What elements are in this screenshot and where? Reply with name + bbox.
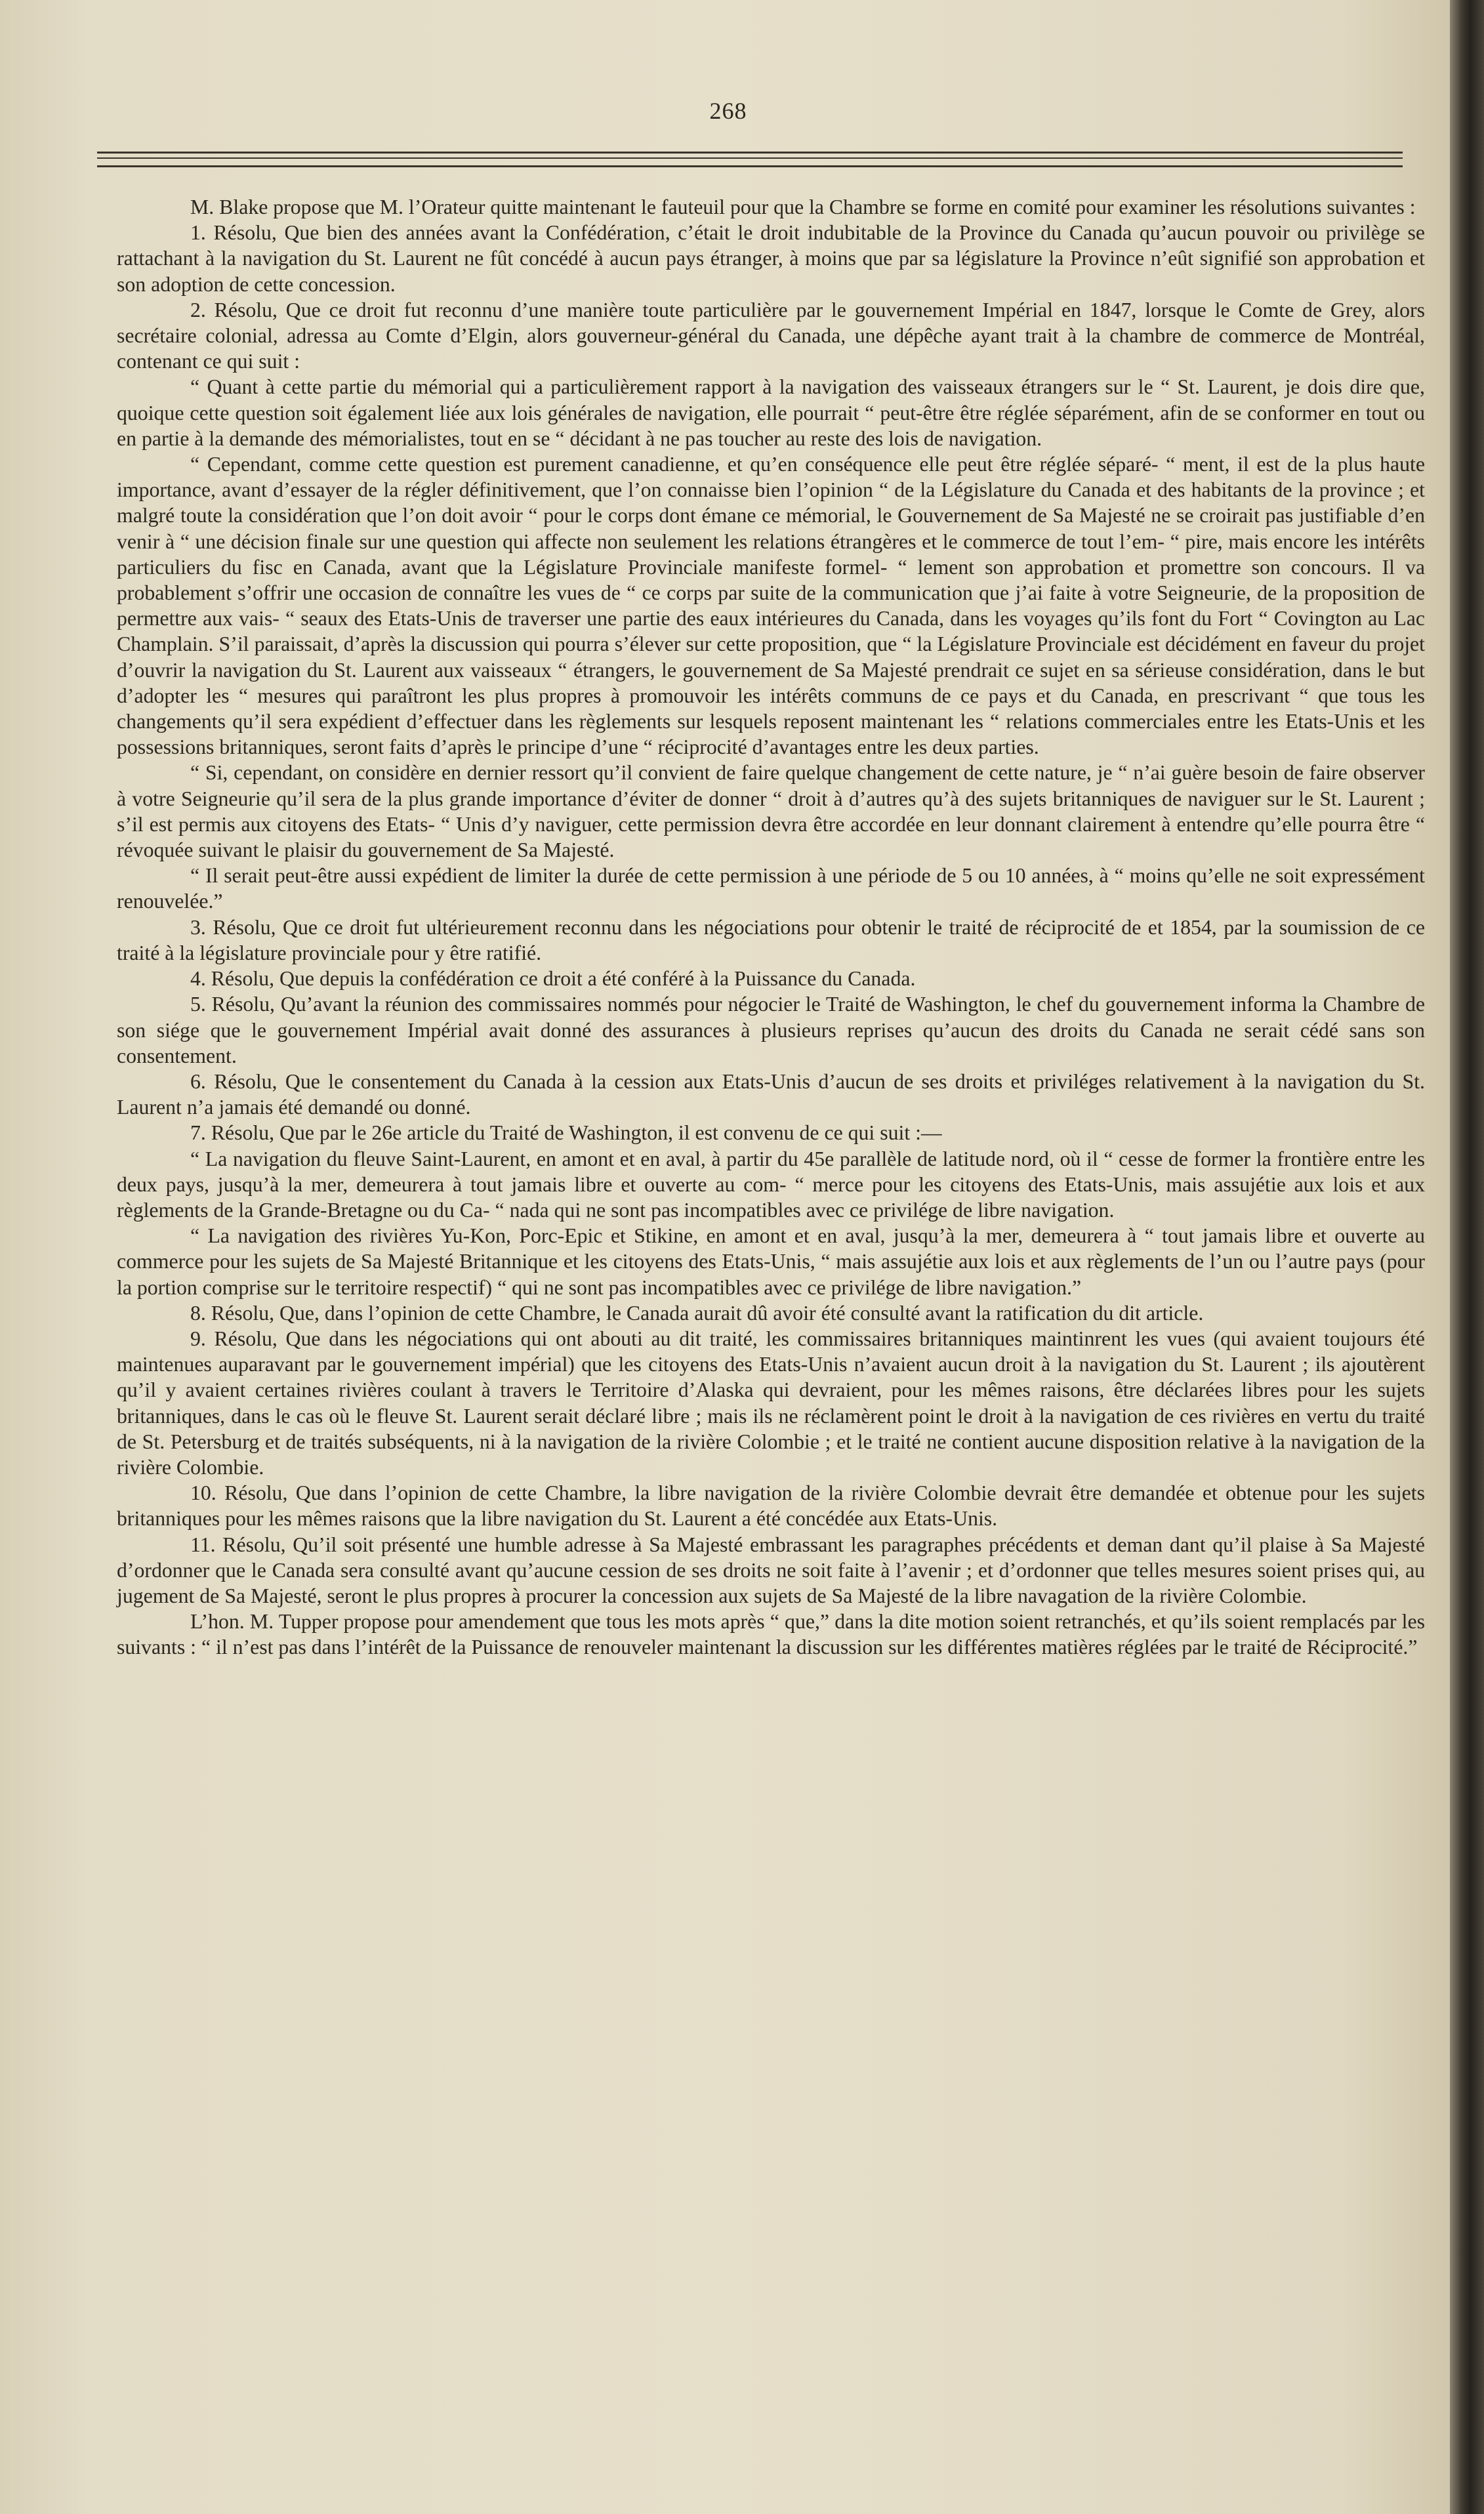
paragraph-resolution-8: 8. Résolu, Que, dans l’opinion de cette Chambre, le Canada aurait dû avoir été consulté avant la ratification du dit article. bbox=[190, 1301, 1204, 1325]
header-rule-middle bbox=[97, 157, 1403, 159]
paragraph-resolution-5: 5. Résolu, Qu’avant la réunion des commissaires nommés pour négocier le Traité de Washington, le chef du gouvernement informa la Chambre de son siége que le gouvernement Impérial avait donné des assurances à plusieurs reprises qu’aucun des droits du Canada ne serait cédé sans son consentement. bbox=[117, 993, 1425, 1067]
paragraph-resolution-3: 3. Résolu, Que ce droit fut ultérieurement reconnu dans les négociations pour obtenir le traité de réciprocité de et 1854, par la soumission de ce traité à la législature provinciale pour y être ratifié. bbox=[117, 915, 1425, 964]
paragraph-resolution-7: 7. Résolu, Que par le 26e article du Traité de Washington, il est convenu de ce qui suit :— bbox=[190, 1121, 942, 1145]
book-binding bbox=[1450, 0, 1484, 2514]
paragraph-resolution-9: 9. Résolu, Que dans les négociations qui ont abouti au dit traité, les commissaires britanniques maintinrent les vues (qui avaient toujours été maintenues auparavant par le gouvernement impérial) que les citoyens des Etats-Unis n’avaient aucun droit à la navigation du St. Laurent ; ils ajoutèrent qu’il y avaient certaines rivières coulant à travers le Territoire d’Alaska qui devraient, pour les mêmes raisons, être déclarées libres pour les sujets britanniques, dans le cas où le fleuve St. Laurent serait déclaré libre ; mais ils ne réclamèrent point le droit à la navigation de ces rivières en vertu du traité de St. Petersburg et de traités subséquents, ni à la navigation de la rivière Colombie ; et le traité ne contient aucune disposition relative à la navigation de la rivière Colombie. bbox=[117, 1327, 1425, 1479]
paragraph-quote-3: “ Si, cependant, on considère en dernier ressort qu’il convient de faire quelque changement de cette nature, je “ n’ai guère besoin de faire observer à votre Seigneurie qu’il sera de la plus grande importance d’éviter de donner “ droit à d’autres qu’à des sujets britanniques de naviguer sur le St. Laurent ; s’il est permis aux citoyens des Etats- “ Unis d’y naviguer, cette permission devra être accordée en leur donnant clairement à entendre qu’elle pourra être “ révoquée suivant le plaisir du gouvernement de Sa Majesté. bbox=[117, 761, 1425, 862]
header-rule-bottom bbox=[97, 165, 1403, 167]
paragraph-quote-1: “ Quant à cette partie du mémorial qui a particulièrement rapport à la navigation des vaisseaux étrangers sur le “ St. Laurent, je dois dire que, quoique cette question soit également liée aux lois générales de navigation, elle pourrait “ peut-être être réglée séparément, afin de se conformer en tout ou en partie à la demande des mémorialistes, tout en se “ décidant à ne pas toucher au reste des lois de navigation. bbox=[117, 375, 1425, 450]
paragraph-quote-4: “ Il serait peut-être aussi expédient de limiter la durée de cette permission à une période de 5 ou 10 années, à “ moins qu’elle ne soit expressément renouvelée.” bbox=[117, 864, 1425, 913]
paragraph-resolution-6: 6. Résolu, Que le consentement du Canada à la cession aux Etats-Unis d’aucun de ses droits et priviléges relativement à la navigation du St. Laurent n’a jamais été demandé ou donné. bbox=[117, 1069, 1425, 1119]
paragraph-intro: M. Blake propose que M. l’Orateur quitte maintenant le fauteuil pour que la Chambre se forme en comité pour examiner les résolutions suivantes : bbox=[190, 196, 1416, 218]
paragraph-resolution-11: 11. Résolu, Qu’il soit présenté une humble adresse à Sa Majesté embrassant les paragraphes précédents et deman dant qu’il plaise à Sa Majesté d’ordonner que le Canada sera consulté avant qu’aucune cession de ses droits ne soit faite à l’avenir ; et d’ordonner que telles mesures soient prises qui, au jugement de Sa Majesté, seront le plus propres à procurer la concession aux sujets de Sa Majesté de la libre navagation de la rivière Colombie. bbox=[117, 1533, 1425, 1607]
paragraph-quote-6: “ La navigation des rivières Yu-Kon, Porc-Epic et Stikine, en amont et en aval, jusqu’à la mer, demeurera à “ tout jamais libre et ouverte au commerce pour les sujets de Sa Majesté Britannique et les citoyens des Etats-Unis, “ mais assujétie aux lois et aux règlements de l’un ou l’autre pays (pour la portion comprise sur le territoire respectif) “ qui ne sont pas incompatibles avec ce privilége de libre navigation.” bbox=[117, 1224, 1425, 1299]
paragraph-resolution-1: 1. Résolu, Que bien des années avant la Confédération, c’était le droit indubitable de la Province du Canada qu’aucun pouvoir ou privilège se rattachant à la navigation du St. Laurent ne fût concédé à aucun pays étranger, à moins que par sa législature la Province n’eût signifié son approbation et son adoption de cette concession. bbox=[117, 221, 1425, 296]
paragraph-quote-5: “ La navigation du fleuve Saint-Laurent, en amont et en aval, à partir du 45e parallèle de latitude nord, où il “ cesse de former la frontière entre les deux pays, jusqu’à la mer, demeurera à tout jamais libre et ouverte au com- “ merce pour les citoyens des Etats-Unis, mais assujétie aux lois et aux règlements de la Grande-Bretagne ou du Ca- “ nada qui ne sont pas incompatibles avec ce privilége de libre navigation. bbox=[117, 1147, 1425, 1222]
paragraph-resolution-4: 4. Résolu, Que depuis la confédération ce droit a été conféré à la Puissance du Canada. bbox=[190, 967, 916, 991]
page-number: 268 bbox=[709, 98, 747, 124]
document-body bbox=[117, 194, 1425, 1660]
paragraph-resolution-2: 2. Résolu, Que ce droit fut reconnu d’une manière toute particulière par le gouvernement Impérial en 1847, lorsque le Comte de Grey, alors secrétaire colonial, adressa au Comte d’Elgin, alors gouverneur-général du Canada, une dépêche ayant trait à la chambre de commerce de Montréal, contenant ce qui suit : bbox=[117, 298, 1425, 373]
paragraph-resolution-10: 10. Résolu, Que dans l’opinion de cette Chambre, la libre navigation de la rivière Colombie devrait être demandée et obtenue pour les sujets britanniques pour les mêmes raisons que la libre navigation du St. Laurent a été concédée aux Etats-Unis. bbox=[117, 1481, 1425, 1531]
paragraph-amendment: L’hon. M. Tupper propose pour amendement que tous les mots après “ que,” dans la dite motion soient retranchés, et qu’ils soient remplacés par les suivants : “ il n’est pas dans l’intérêt de la Puissance de renouveler maintenant la discussion sur les différentes matières réglées par le traité de Réciprocité.” bbox=[117, 1610, 1425, 1659]
header-rule-top bbox=[97, 152, 1403, 154]
paragraph-quote-2: “ Cependant, comme cette question est purement canadienne, et qu’en conséquence elle peut être réglée séparé- “ ment, il est de la plus haute importance, avant d’essayer de la régler définitivement, que l’on connaisse bien l’opinion “ de la Législature du Canada et des habitants de la province ; et malgré toute la considération que l’on doit avoir “ pour le corps dont émane ce mémorial, le Gouvernement de Sa Majesté ne se croirait pas justifiable d’en venir à “ une décision finale sur une question qui affecte non seulement les relations étrangères et le commerce de tout l’em- “ pire, mais encore les intérêts particuliers du fisc en Canada, avant que la Législature Provinciale manifeste formel- “ lement son approbation et promettre son concours. Il va probablement s’offrir une occasion de connaître les vues de “ ce corps par suite de la communication que j’ai faite à votre Seigneurie, de la proposition de permettre aux vais- “ seaux des Etats-Unis de traverser une partie des eaux intérieures du Canada, dans les voyages qu’ils font du Fort “ Covington au Lac Champlain. S’il paraissait, d’après la discussion qui pourra s’élever sur cette proposition, que “ la Législature Provinciale est décidément en faveur du projet d’ouvrir la navigation du St. Laurent aux vaisseaux “ étrangers, le gouvernement de Sa Majesté prendrait ce sujet en sa sérieuse considération, dans le but d’adopter les “ mesures qui paraîtront les plus propres à promouvoir les intérêts communs de ce pays et du Canada, en prescrivant “ que tous les changements qu’il sera expédient d’effectuer dans les règlements sur lesquels reposent maintenant les “ relations commerciales entre les Etats-Unis et les possessions britanniques, seront faits d’après le principe d’une “ réciprocité d’avantages entre les deux parties. bbox=[117, 453, 1425, 759]
